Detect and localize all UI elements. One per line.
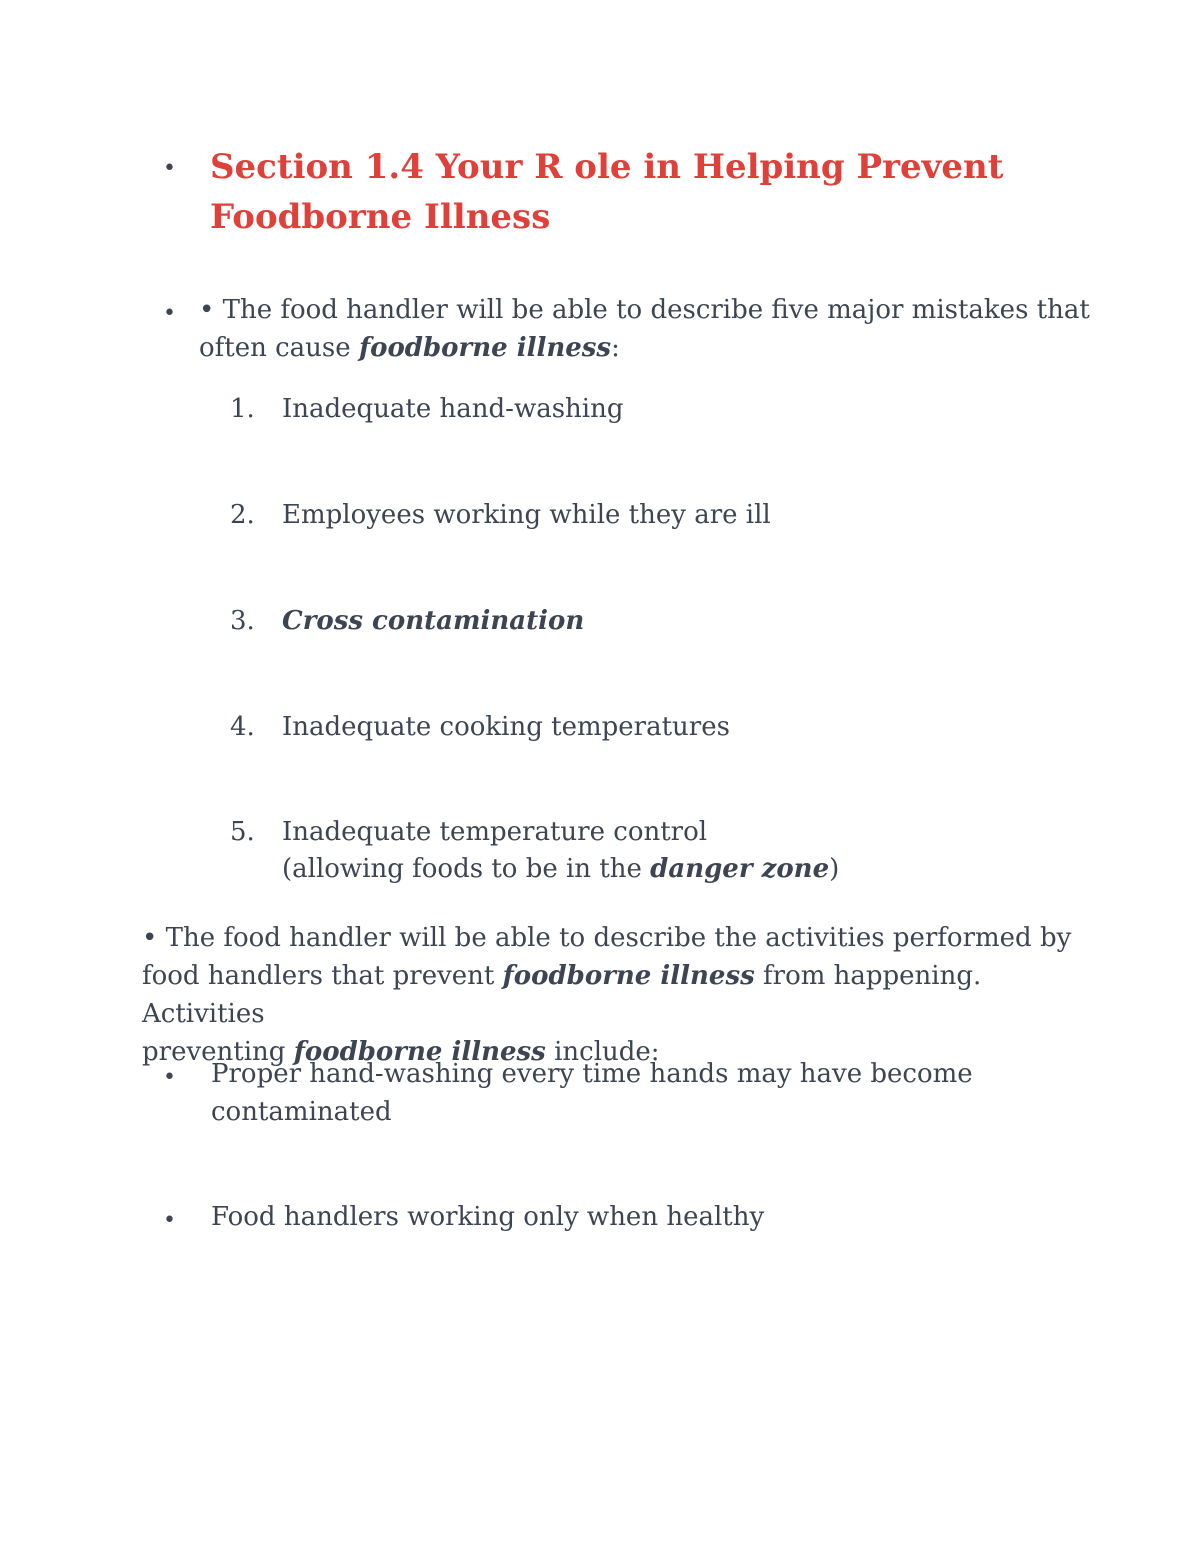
detail-text: (allowing foods to be in the bbox=[282, 854, 651, 884]
objective1-line1: • The food handler will be able to describe five major mistakes that bbox=[199, 295, 1090, 325]
objective2-line3-post: include: bbox=[545, 1037, 660, 1067]
objective2-line3-emphasis: foodborne illness bbox=[293, 1037, 546, 1067]
objective2-line2-post: from happening. Activities bbox=[142, 961, 982, 1029]
objective1-colon: : bbox=[611, 333, 620, 363]
objective2-line2-pre: food handlers that prevent bbox=[142, 961, 503, 991]
mistake-number-4: 4. bbox=[230, 712, 255, 742]
objective2-line3-pre: preventing bbox=[142, 1037, 294, 1067]
detail-close: ) bbox=[829, 854, 840, 884]
objective2-line1: • The food handler will be able to describe the activities performed by bbox=[142, 923, 1072, 953]
activity-1-line2: contaminated bbox=[211, 1097, 392, 1127]
mistake-item-3: Cross contamination bbox=[282, 606, 585, 636]
mistake-number-5: 5. bbox=[230, 817, 255, 847]
activity-item-1 bbox=[211, 1055, 1111, 1131]
objective1-line2 bbox=[199, 329, 1099, 367]
mistake-item-1: Inadequate hand-washing bbox=[282, 394, 624, 424]
objective2-line2-emphasis: foodborne illness bbox=[502, 961, 755, 991]
activity-1-line1: Proper hand-washing every time hands may have become bbox=[211, 1059, 973, 1089]
activity-2-line1: Food handlers working only when healthy bbox=[211, 1202, 765, 1232]
section-heading-line1: Section 1.4 Your R ole in Helping Prevent bbox=[210, 147, 1004, 187]
objective1-emphasis: foodborne illness bbox=[358, 333, 612, 363]
objective1-paragraph bbox=[199, 291, 1099, 367]
section-bullet: • bbox=[163, 156, 176, 181]
mistake-number-3: 3. bbox=[230, 606, 255, 636]
mistake-item-2: Employees working while they are ill bbox=[282, 500, 771, 530]
objective1-line2-text: often cause bbox=[199, 333, 359, 363]
activity-bullet-1: • bbox=[163, 1065, 176, 1090]
section-heading-line2: Foodborne Illness bbox=[210, 197, 551, 237]
activity-item-2 bbox=[211, 1198, 1111, 1236]
mistake-number-1: 1. bbox=[230, 394, 255, 424]
objective2-line2 bbox=[142, 957, 1102, 1033]
mistake-item-5-detail bbox=[282, 850, 839, 888]
mistake-item-5: Inadequate temperature control bbox=[282, 817, 708, 847]
mistake-number-2: 2. bbox=[230, 500, 255, 530]
activity-bullet-2: • bbox=[163, 1208, 176, 1233]
objective2-paragraph bbox=[142, 919, 1102, 1071]
mistake-item-4: Inadequate cooking temperatures bbox=[282, 712, 730, 742]
detail-emphasis: danger zone bbox=[650, 854, 830, 884]
section-heading bbox=[210, 142, 1010, 242]
objective1-bullet: • bbox=[163, 301, 176, 326]
